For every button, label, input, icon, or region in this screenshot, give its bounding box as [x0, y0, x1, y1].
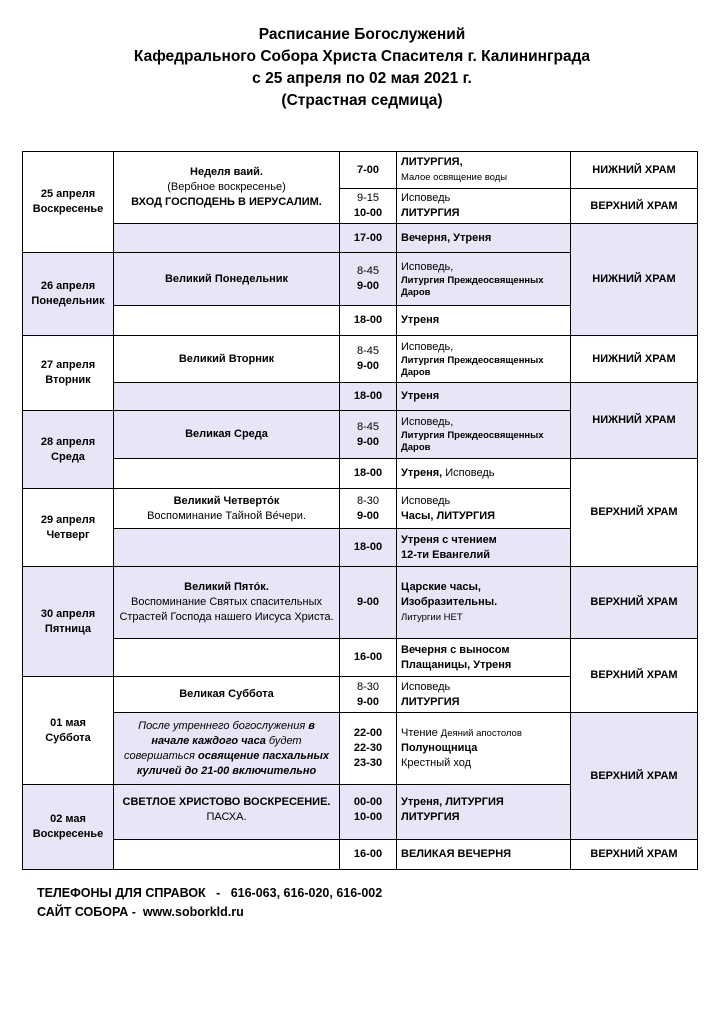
- table-row: [23, 224, 698, 253]
- service-cell: Утреня: [397, 383, 571, 411]
- day-cell: 27 апреля Вторник: [23, 336, 114, 411]
- service-cell: Чтение Деяний апостолов Полунощница Крестный ход: [397, 713, 571, 785]
- time-cell: 16-00: [340, 840, 397, 870]
- service-cell: Утреня: [397, 306, 571, 336]
- event-cell: Великий Вторник: [114, 336, 340, 383]
- time-cell: 9-00: [340, 567, 397, 639]
- empty-cell: [114, 639, 340, 677]
- service-cell: ЛИТУРГИЯ, Малое освящение воды: [397, 152, 571, 189]
- empty-cell: [114, 224, 340, 253]
- time-cell: 17-00: [340, 224, 397, 253]
- service-cell: Исповедь ЛИТУРГИЯ: [397, 677, 571, 713]
- footer: [37, 884, 382, 922]
- location-cell: НИЖНИЙ ХРАМ: [571, 224, 698, 336]
- empty-cell: [114, 529, 340, 567]
- day-cell: 02 мая Воскресенье: [23, 785, 114, 870]
- location-cell: НИЖНИЙ ХРАМ: [571, 152, 698, 189]
- location-cell: НИЖНИЙ ХРАМ: [571, 336, 698, 383]
- time-cell: 8-45 9-00: [340, 336, 397, 383]
- location-cell: ВЕРХНИЙ ХРАМ: [571, 840, 698, 870]
- location-cell: ВЕРХНИЙ ХРАМ: [571, 189, 698, 224]
- day-cell: 01 мая Суббота: [23, 677, 114, 785]
- empty-cell: [114, 306, 340, 336]
- table-row: [23, 567, 698, 639]
- table-row: [23, 336, 698, 383]
- event-cell: Великий Пято́к. Воспоминание Святых спасительных Страстей Господа нашего Иисуса Христа.: [114, 567, 340, 639]
- location-cell: ВЕРХНИЙ ХРАМ: [571, 639, 698, 713]
- service-cell: ВЕЛИКАЯ ВЕЧЕРНЯ: [397, 840, 571, 870]
- event-cell: Неделя ваий. (Вербное воскресенье) ВХОД ГОСПОДЕНЬ В ИЕРУСАЛИМ.: [114, 152, 340, 224]
- schedule-table: [22, 151, 698, 870]
- table-row: [23, 639, 698, 677]
- day-cell: 26 апреля Понедельник: [23, 253, 114, 336]
- service-cell: Исповедь Часы, ЛИТУРГИЯ: [397, 489, 571, 529]
- time-cell: 18-00: [340, 383, 397, 411]
- day-cell: 29 апреля Четверг: [23, 489, 114, 567]
- day-cell: 25 апреля Воскресенье: [23, 152, 114, 253]
- title-line-3: с 25 апреля по 02 мая 2021 г.: [252, 70, 472, 87]
- time-cell: 9-15 10-00: [340, 189, 397, 224]
- event-cell: СВЕТЛОЕ ХРИСТОВО ВОСКРЕСЕНИЕ. ПАСХА.: [114, 785, 340, 840]
- time-cell: 18-00: [340, 306, 397, 336]
- time-cell: 8-30 9-00: [340, 677, 397, 713]
- table-row: [23, 840, 698, 870]
- title-line-4: (Страстная седмица): [281, 92, 443, 109]
- event-note-cell: После утреннего богослужения в начале каждого часа будет совершаться освящение пасхальных куличей до 21-00 включительно: [114, 713, 340, 785]
- day-cell: 30 апреля Пятница: [23, 567, 114, 677]
- service-cell: Утреня с чтением 12-ти Евангелий: [397, 529, 571, 567]
- service-cell: Вечерня, Утреня: [397, 224, 571, 253]
- time-cell: 18-00: [340, 459, 397, 489]
- time-cell: 8-45 9-00: [340, 411, 397, 459]
- location-cell: ВЕРХНИЙ ХРАМ: [571, 713, 698, 840]
- service-cell: Исповедь, Литургия Преждеосвященных Даров: [397, 336, 571, 383]
- title-line-1: Расписание Богослужений: [258, 26, 466, 43]
- table-row: [23, 459, 698, 489]
- service-cell: Исповедь, Литургия Преждеосвященных Даров: [397, 411, 571, 459]
- service-cell: Исповедь, Литургия Преждеосвященных Даров: [397, 253, 571, 306]
- table-row: [23, 713, 698, 785]
- event-cell: Великая Среда: [114, 411, 340, 459]
- empty-cell: [114, 383, 340, 411]
- time-cell: 8-45 9-00: [340, 253, 397, 306]
- title-line-2: Кафедрального Собора Христа Спасителя г. Калининграда: [133, 48, 591, 65]
- service-cell: Утреня, Исповедь: [397, 459, 571, 489]
- table-row: [23, 383, 698, 411]
- time-cell: 7-00: [340, 152, 397, 189]
- empty-cell: [114, 459, 340, 489]
- time-cell: 16-00: [340, 639, 397, 677]
- location-cell: ВЕРХНИЙ ХРАМ: [571, 459, 698, 567]
- location-cell: НИЖНИЙ ХРАМ: [571, 383, 698, 459]
- service-cell: Исповедь ЛИТУРГИЯ: [397, 189, 571, 224]
- time-cell: 18-00: [340, 529, 397, 567]
- document-title: [0, 24, 724, 112]
- table-row: [23, 152, 698, 189]
- footer-site-link[interactable]: САЙТ СОБОРА - www.soborkld.ru: [37, 905, 244, 919]
- event-cell: Великий Понедельник: [114, 253, 340, 306]
- footer-phones: ТЕЛЕФОНЫ ДЛЯ СПРАВОК - 616-063, 616-020, 616-002: [37, 886, 383, 900]
- event-cell: Великая Суббота: [114, 677, 340, 713]
- service-cell: Вечерня с выносом Плащаницы, Утреня: [397, 639, 571, 677]
- time-cell: 22-00 22-30 23-30: [340, 713, 397, 785]
- day-cell: 28 апреля Среда: [23, 411, 114, 489]
- location-cell: ВЕРХНИЙ ХРАМ: [571, 567, 698, 639]
- time-cell: 00-00 10-00: [340, 785, 397, 840]
- time-cell: 8-30 9-00: [340, 489, 397, 529]
- service-cell: Утреня, ЛИТУРГИЯ ЛИТУРГИЯ: [397, 785, 571, 840]
- event-cell: Великий Четверто́к Воспоминание Тайной Ве́чери.: [114, 489, 340, 529]
- service-cell: Царские часы, Изобразительны. Литургии НЕТ: [397, 567, 571, 639]
- empty-cell: [114, 840, 340, 870]
